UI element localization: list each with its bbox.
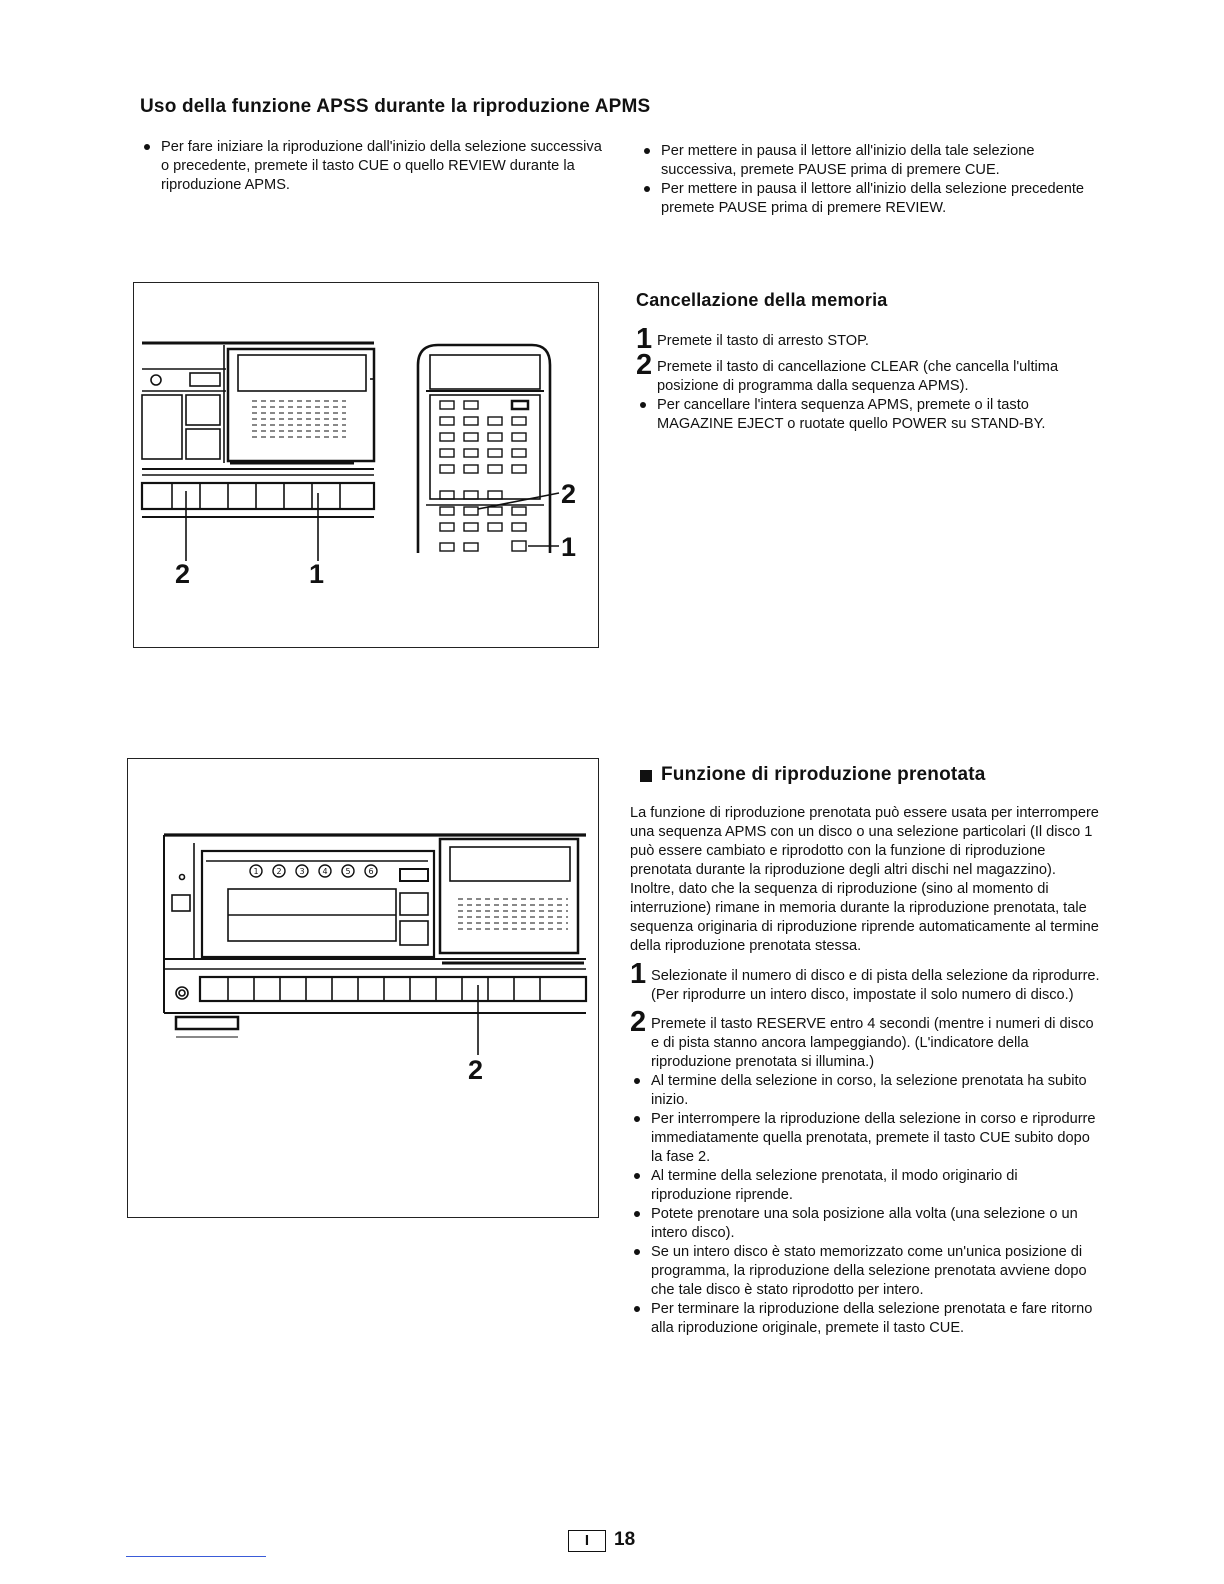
- apss-title: Uso della funzione APSS durante la riproduzione APMS: [140, 96, 651, 117]
- page-number: 18: [614, 1529, 636, 1550]
- player-remote-illustration: [134, 283, 598, 647]
- reserve-bullet: Al termine della selezione in corso, la selezione prenotata ha subito inizio.: [630, 1072, 1100, 1110]
- language-badge: I: [568, 1530, 606, 1552]
- memory-bullet: Per cancellare l'intera sequenza APMS, premete o il tasto MAGAZINE EJECT o ruotate quello POWER su STAND-BY.: [636, 396, 1106, 434]
- section-marker-icon: [640, 770, 652, 782]
- reserve-para-2: Inoltre, dato che la sequenza di riproduzione (sino al momento di interruzione) rimane in memoria durante la riproduzione prenotata, tale sequenza originaria di riproduzione riprende automaticamente al termine della riproduzione prenotata stessa.: [630, 881, 1099, 954]
- callout-label: 2: [468, 1055, 484, 1085]
- disc-number-label: 2: [276, 867, 282, 876]
- apss-right-bullet: Per mettere in pausa il lettore all'inizio della selezione precedente premete PAUSE prima di premere REVIEW.: [640, 180, 1105, 218]
- memory-title: Cancellazione della memoria: [636, 290, 888, 310]
- memory-steps: [636, 323, 1106, 434]
- memory-step-1: [636, 323, 1106, 355]
- footer-rule: [126, 1556, 266, 1557]
- disc-number-label: 6: [368, 867, 374, 876]
- apss-left-column: [140, 138, 605, 195]
- step-number: 2: [630, 1006, 647, 1038]
- reserve-step-1: [630, 958, 1100, 1005]
- figure-player-remote: [133, 282, 599, 648]
- step-text: Premete il tasto RESERVE entro 4 secondi (mentre i numeri di disco e di pista stanno ancora lampeggiando). (L'indicatore della riproduzione prenotata si illumina.): [651, 1016, 1094, 1070]
- apss-right-column: [640, 142, 1105, 218]
- reserve-title: Funzione di riproduzione prenotata: [661, 764, 986, 785]
- reserve-bullet: Per terminare la riproduzione della selezione prenotata e fare ritorno alla riproduzione originale, premete il tasto CUE.: [630, 1300, 1100, 1338]
- disc-number-buttons: [250, 865, 377, 877]
- reserve-para-1: La funzione di riproduzione prenotata può essere usata per interrompere una sequenza APMS con un disco o una selezione particolari (Il disco 1 può essere cambiato e riprodotto con la funzione di riproduzione prenotata durante la riproduzione degli altri dischi nel magazzino).: [630, 805, 1099, 878]
- disc-number-label: 4: [322, 867, 328, 876]
- reserve-bullet: Per interrompere la riproduzione della selezione in corso e riprodurre immediatamente quella prenotata, premete il tasto CUE subito dopo la fase 2.: [630, 1110, 1100, 1167]
- callout-label: 1: [561, 532, 577, 562]
- disc-number-label: 5: [345, 867, 351, 876]
- reserve-step-2: [630, 1006, 1100, 1072]
- step-number: 1: [630, 958, 647, 990]
- reserve-title-row: [640, 764, 1131, 786]
- callout-label: 1: [309, 559, 325, 589]
- callout-label: 2: [561, 479, 577, 509]
- step-text: Premete il tasto di arresto STOP.: [657, 333, 869, 349]
- reserve-bullet: Se un intero disco è stato memorizzato come un'unica posizione di programma, la riproduzione della selezione prenotata avviene dopo che tale disco è stato riprodotto per intero.: [630, 1243, 1100, 1300]
- step-number: 1: [636, 323, 653, 355]
- disc-number-label: 3: [299, 867, 305, 876]
- reserve-bullet: Potete prenotare una sola posizione alla volta (una selezione o un intero disco).: [630, 1205, 1100, 1243]
- callout-label: 2: [175, 559, 191, 589]
- memory-step-2: [636, 349, 1106, 396]
- reserve-bullet: Al termine della selezione prenotata, il modo originario di riproduzione riprende.: [630, 1167, 1100, 1205]
- step-text: Premete il tasto di cancellazione CLEAR (che cancella l'ultima posizione di programma dalla sequenza APMS).: [657, 359, 1059, 394]
- apss-left-bullet: Per fare iniziare la riproduzione dall'inizio della selezione successiva o precedente, premete il tasto CUE o quello REVIEW durante la riproduzione APMS.: [140, 138, 605, 195]
- figure-player-front: [127, 758, 599, 1218]
- disc-number-label: 1: [253, 867, 259, 876]
- apss-right-bullet: Per mettere in pausa il lettore all'inizio della tale selezione successiva, premete PAUSE prima di premere CUE.: [640, 142, 1105, 180]
- step-text: Selezionate il numero di disco e di pista della selezione da riprodurre. (Per riprodurre un intero disco, impostate il solo numero di disco.): [651, 968, 1100, 1003]
- reserve-body: [630, 804, 1100, 1338]
- player-front-illustration: [128, 759, 598, 1217]
- step-number: 2: [636, 349, 653, 381]
